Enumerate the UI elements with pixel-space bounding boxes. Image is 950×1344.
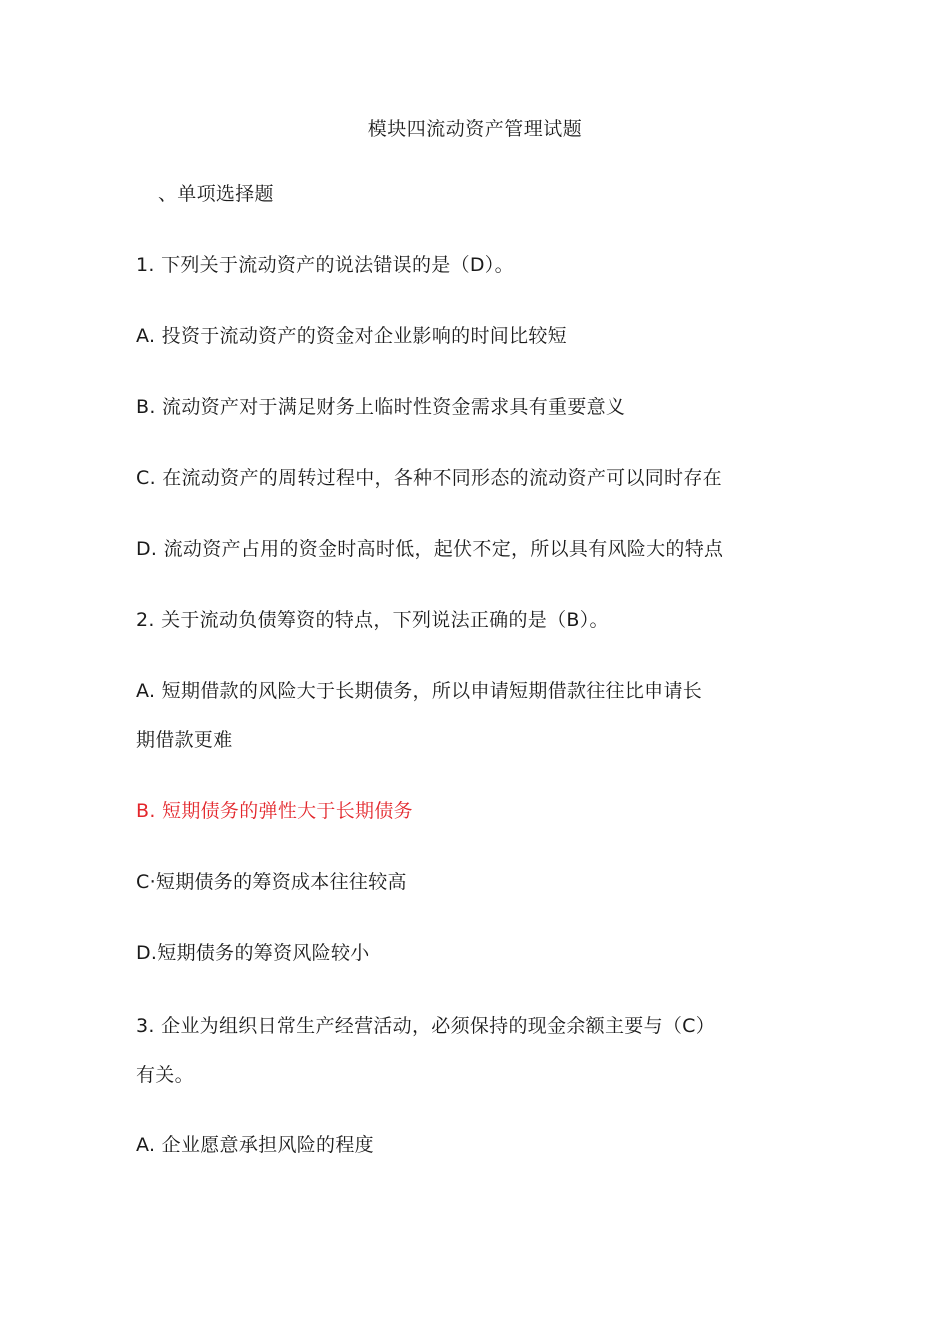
question-1-option-c: C. 在流动资产的周转过程中，各种不同形态的流动资产可以同时存在 [136, 467, 722, 489]
question-1-stem: 1. 下列关于流动资产的说法错误的是（D）。 [136, 254, 514, 276]
question-1-option-b: B. 流动资产对于满足财务上临时性资金需求具有重要意义 [136, 396, 626, 418]
question-3-option-a: A. 企业愿意承担风险的程度 [136, 1134, 374, 1156]
section-heading: 、单项选择题 [158, 183, 274, 205]
question-2-option-a: A. 短期借款的风险大于长期债务，所以申请短期借款往往比申请长 [136, 680, 703, 702]
question-3-stem: 3. 企业为组织日常生产经营活动，必须保持的现金余额主要与（C） [136, 1015, 716, 1037]
question-2-option-c: C·短期债务的筹资成本往往较高 [136, 871, 407, 893]
question-2-option-d: D.短期债务的筹资风险较小 [136, 942, 370, 964]
question-2-stem: 2. 关于流动负债筹资的特点，下列说法正确的是（B）。 [136, 609, 609, 631]
question-1-option-d: D. 流动资产占用的资金时高时低，起伏不定，所以具有风险大的特点 [136, 538, 724, 560]
question-3-stem-cont: 有关。 [136, 1064, 194, 1086]
question-1-option-a: A. 投资于流动资产的资金对企业影响的时间比较短 [136, 325, 567, 347]
document-title: 模块四流动资产管理试题 [367, 118, 583, 140]
question-2-option-a-cont: 期借款更难 [136, 729, 233, 751]
question-2-option-b-correct: B. 短期债务的弹性大于长期债务 [136, 800, 413, 822]
